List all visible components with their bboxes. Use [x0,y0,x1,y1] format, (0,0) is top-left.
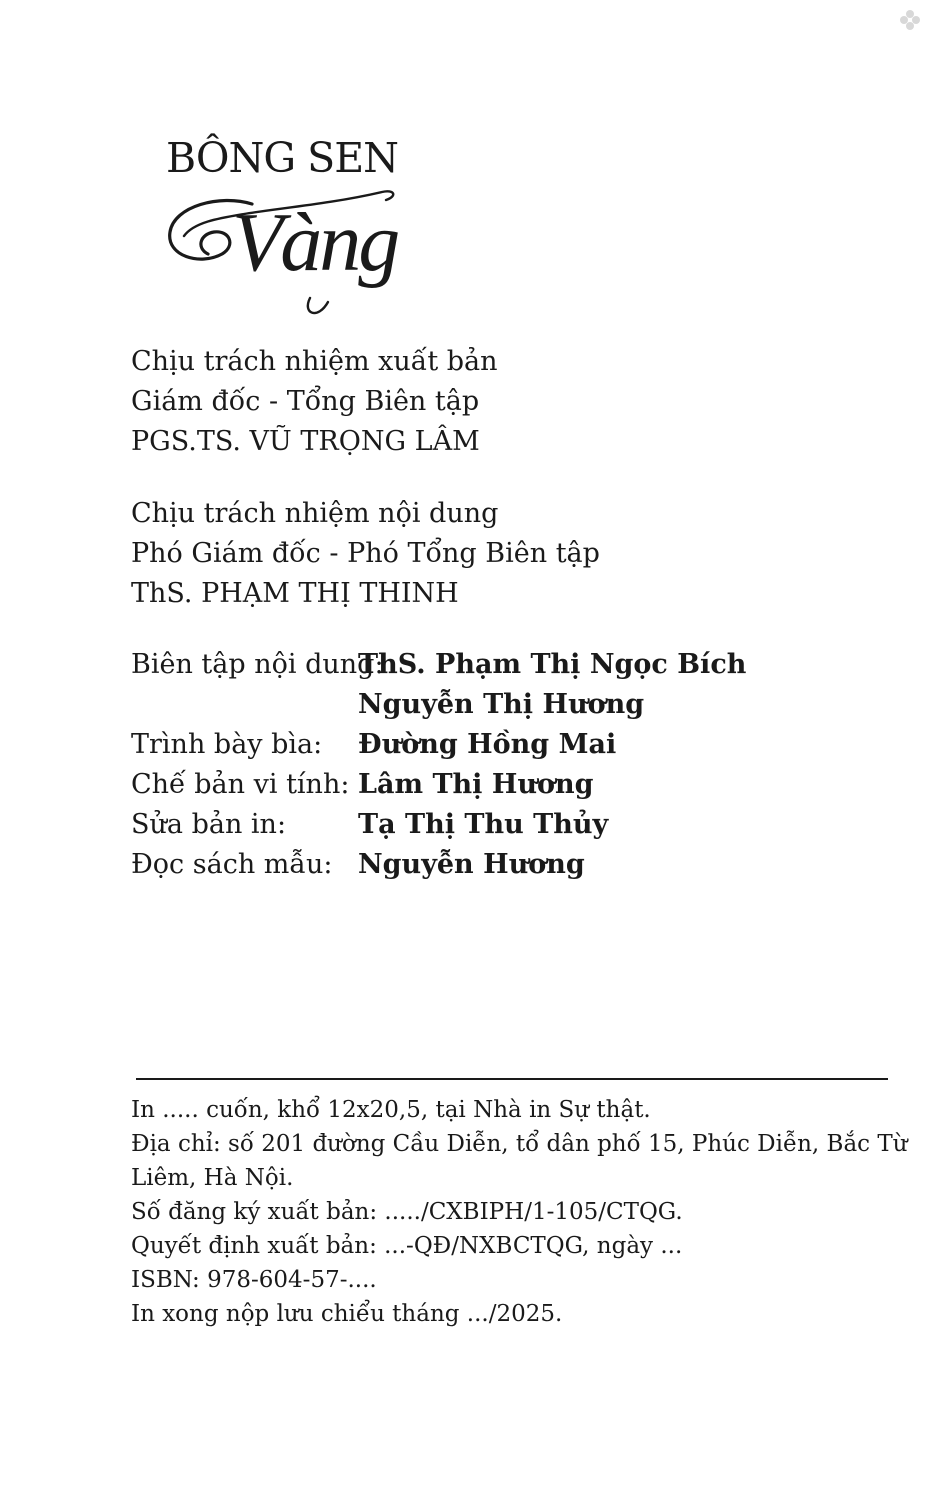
publishing-responsibility-block [131,342,498,462]
content-responsibility-heading: Chịu trách nhiệm nội dung [131,498,499,529]
address-line-1: Địa chỉ: số 201 đường Cầu Diễn, tổ dân phố 15, Phúc Diễn, Bắc Từ [131,1131,908,1157]
publishing-responsibility-title: Giám đốc - Tổng Biên tập [131,386,480,417]
publishing-responsibility-heading: Chịu trách nhiệm xuất bản [131,346,498,377]
staff-role: Biên tập nội dung: [131,649,384,680]
imprint-block [131,1093,908,1331]
publishing-responsibility-person: PGS.TS. VŨ TRỌNG LÂM [131,426,480,457]
staff-role: Sửa bản in: [131,809,287,840]
series-logo [160,134,420,324]
content-responsibility-block [131,494,600,614]
address-line-2: Liêm, Hà Nội. [131,1165,294,1191]
staff-name: Đường Hồng Mai [358,729,617,760]
staff-name: Lâm Thị Hương [358,769,594,800]
staff-name: Nguyễn Thị Hương [358,689,645,720]
logo-script-text: Vàng [232,196,398,289]
content-responsibility-title: Phó Giám đốc - Phó Tổng Biên tập [131,538,600,569]
print-run-text: In ..... cuốn, khổ 12x20,5, tại Nhà in Sự thật. [131,1097,651,1123]
staff-role: Đọc sách mẫu: [131,849,333,880]
logo-top-text: BÔNG SEN [166,134,399,182]
staff-role: Trình bày bìa: [131,729,323,760]
decision-text: Quyết định xuất bản: ...-QĐ/NXBCTQG, ngày ... [131,1233,683,1259]
deposit-text: In xong nộp lưu chiểu tháng .../2025. [131,1301,563,1327]
flower-icon [898,8,922,32]
staff-name: Tạ Thị Thu Thủy [358,809,609,840]
registration-text: Số đăng ký xuất bản: ...../CXBIPH/1-105/CTQG. [131,1199,683,1225]
staff-role: Chế bản vi tính: [131,769,350,800]
content-responsibility-person: ThS. PHẠM THỊ THINH [131,578,459,609]
isbn-text: ISBN: 978-604-57-.... [131,1267,377,1293]
divider [136,1078,888,1080]
staff-name: Nguyễn Hương [358,849,585,880]
staff-name: ThS. Phạm Thị Ngọc Bích [358,649,747,680]
